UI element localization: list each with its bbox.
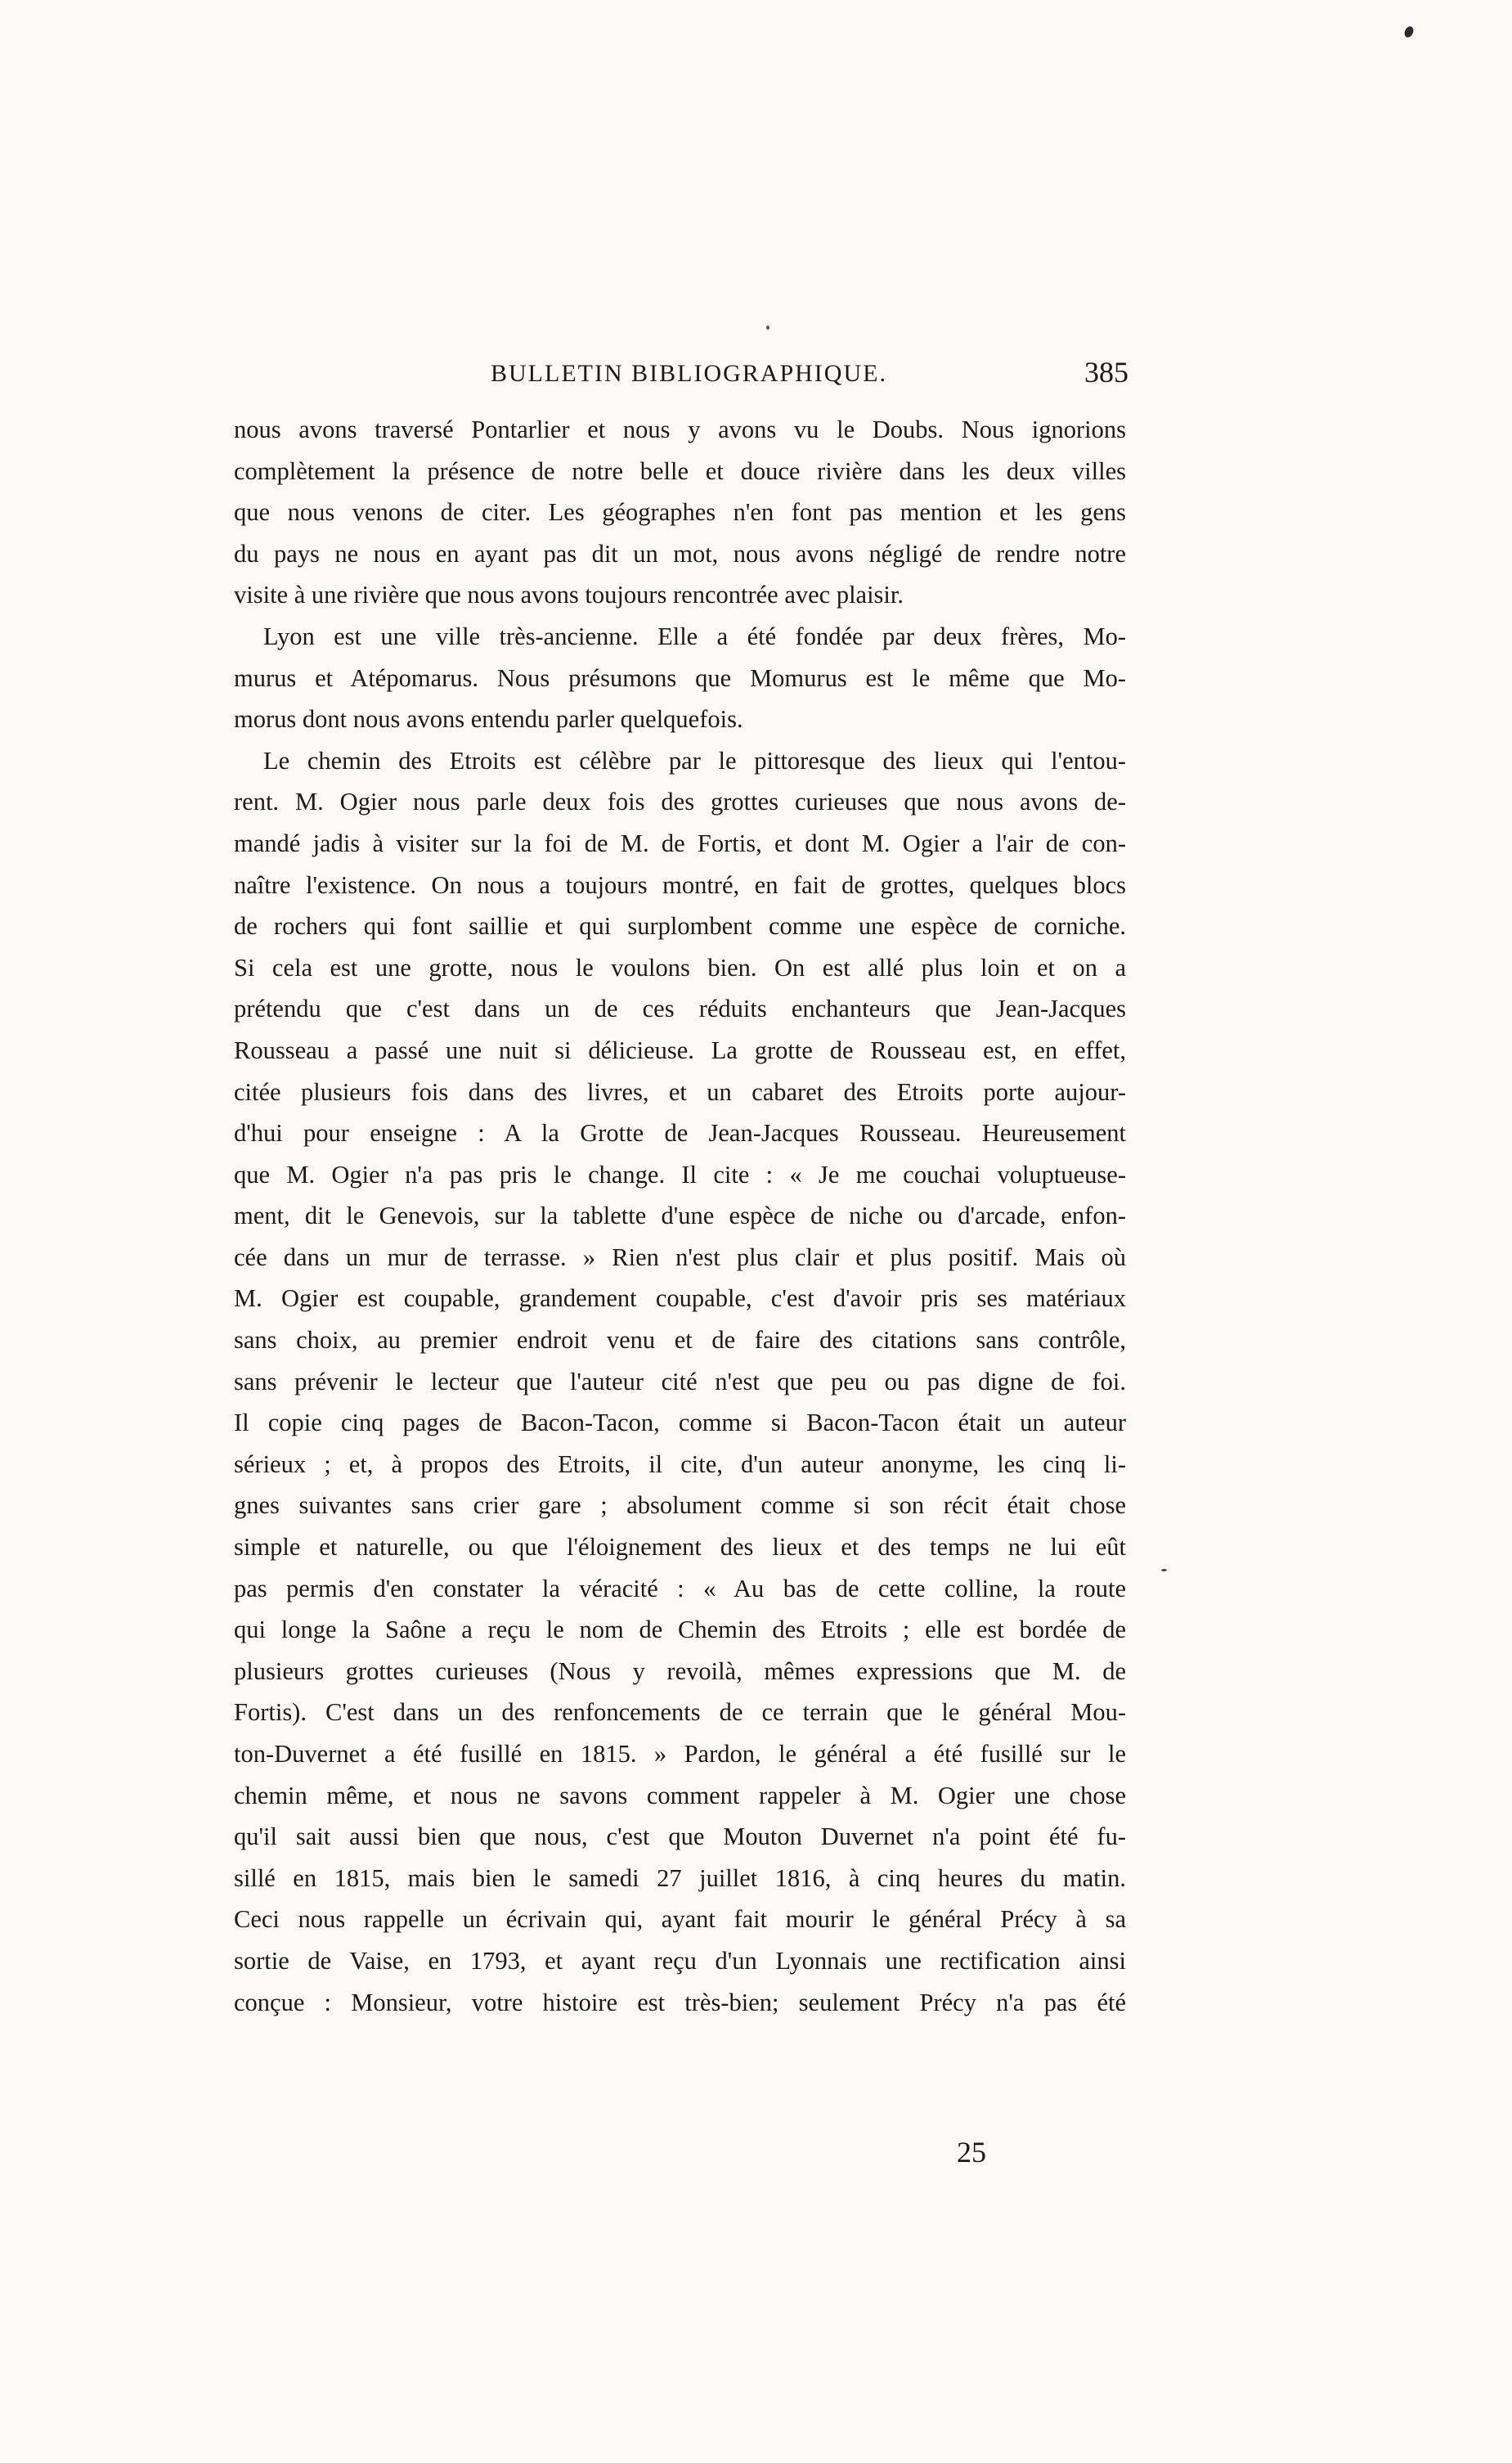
text-line: rent. M. Ogier nous parle deux fois des grottes curieuses que nous avons de- — [234, 788, 1126, 816]
text-line: sans choix, au premier endroit venu et de faire des citations sans contrôle, — [234, 1326, 1126, 1355]
page-header — [245, 356, 1128, 409]
text-line: nous avons traversé Pontarlier et nous y avons vu le Doubs. Nous ignorions — [234, 416, 1126, 443]
text-line: sortie de Vaise, en 1793, et ayant reçu d'un Lyonnais une rectification ainsi — [234, 1946, 1126, 1975]
text-line: sérieux ; et, à propos des Etroits, il cite, d'un auteur anonyme, les cinq li- — [234, 1449, 1126, 1478]
text-line: que nous venons de citer. Les géographes n'en font pas mention et les gens — [234, 498, 1126, 527]
text-line: plusieurs grottes curieuses (Nous y revoilà, mêmes expressions que M. de — [234, 1656, 1126, 1685]
text-line: Fortis). C'est dans un des renfoncements de ce terrain que le général Mou- — [234, 1698, 1126, 1727]
text-line: mandé jadis à visiter sur la foi de M. de Fortis, et dont M. Ogier a l'air de con- — [234, 829, 1126, 857]
text-line: prétendu que c'est dans un de ces réduits enchanteurs que Jean-Jacques — [234, 995, 1126, 1023]
text-line: ton-Duvernet a été fusillé en 1815. » Pardon, le général a été fusillé sur le — [234, 1740, 1126, 1768]
text-line: conçue : Monsieur, votre histoire est très-bien; seulement Précy n'a pas été — [234, 1988, 1126, 2016]
text-line: sillé en 1815, mais bien le samedi 27 juillet 1816, à cinq heures du matin. — [234, 1863, 1126, 1892]
text-line: sans prévenir le lecteur que l'auteur cité n'est que peu ou pas digne de foi. — [234, 1367, 1126, 1396]
page-number: 385 — [1084, 356, 1128, 389]
text-line: d'hui pour enseigne : A la Grotte de Jean-Jacques Rousseau. Heureusement — [234, 1119, 1126, 1148]
text-line: Si cela est une grotte, nous le voulons bien. On est allé plus loin et on a — [234, 953, 1126, 982]
text-line: Rousseau a passé une nuit si délicieuse. La grotte de Rousseau est, en effet, — [234, 1036, 1126, 1064]
text-line: ment, dit le Genevois, sur la tablette d'une espèce de niche ou d'arcade, enfon- — [234, 1202, 1126, 1230]
text-line: simple et naturelle, ou que l'éloignement des lieux et des temps ne lui eût — [234, 1533, 1126, 1562]
ink-speck — [1161, 1569, 1167, 1571]
running-head: BULLETIN BIBLIOGRAPHIQUE. — [491, 360, 887, 387]
ink-speck — [1403, 25, 1416, 39]
body-text — [234, 409, 1126, 2023]
text-line: qu'il sait aussi bien que nous, c'est que Mouton Duvernet n'a point été fu- — [234, 1823, 1126, 1851]
text-line: Le chemin des Etroits est célèbre par le pittoresque des lieux qui l'entou- — [263, 746, 1126, 775]
text-line: complètement la présence de notre belle et douce rivière dans les deux villes — [234, 456, 1126, 485]
text-line: gnes suivantes sans crier gare ; absolument comme si son récit était chose — [234, 1491, 1126, 1520]
text-line: cée dans un mur de terrasse. » Rien n'est plus clair et plus positif. Mais où — [234, 1243, 1126, 1271]
text-line: Lyon est une ville très-ancienne. Elle a été fondée par deux frères, Mo- — [263, 622, 1126, 650]
text-line: Ceci nous rappelle un écrivain qui, ayant fait mourir le général Précy à sa — [234, 1905, 1126, 1934]
text-line: que M. Ogier n'a pas pris le change. Il cite : « Je me couchai voluptueuse- — [234, 1160, 1126, 1189]
text-line: murus et Atépomarus. Nous présumons que Momurus est le même que Mo- — [234, 663, 1126, 692]
text-line: pas permis d'en constater la véracité : « Au bas de cette colline, la route — [234, 1574, 1126, 1602]
text-line: Il copie cinq pages de Bacon-Tacon, comme si Bacon-Tacon était un auteur — [234, 1409, 1126, 1437]
text-line: chemin même, et nous ne savons comment rappeler à M. Ogier une chose — [234, 1781, 1126, 1809]
text-line: citée plusieurs fois dans des livres, et un cabaret des Etroits porte aujour- — [234, 1077, 1126, 1106]
text-line: qui longe la Saône a reçu le nom de Chemin des Etroits ; elle est bordée de — [234, 1616, 1126, 1644]
text-line: morus dont nous avons entendu parler quelquefois. — [234, 705, 743, 734]
text-line: visite à une rivière que nous avons toujours rencontrée avec plaisir. — [234, 581, 904, 609]
signature-mark: 25 — [957, 2136, 986, 2169]
text-line: M. Ogier est coupable, grandement coupable, c'est d'avoir pris ses matériaux — [234, 1284, 1126, 1313]
text-line: de rochers qui font saillie et qui surplombent comme une espèce de corniche. — [234, 912, 1126, 941]
text-line: naître l'existence. On nous a toujours montré, en fait de grottes, quelques blocs — [234, 870, 1126, 899]
text-line: du pays ne nous en ayant pas dit un mot, nous avons négligé de rendre notre — [234, 539, 1126, 568]
ink-speck — [766, 326, 769, 330]
